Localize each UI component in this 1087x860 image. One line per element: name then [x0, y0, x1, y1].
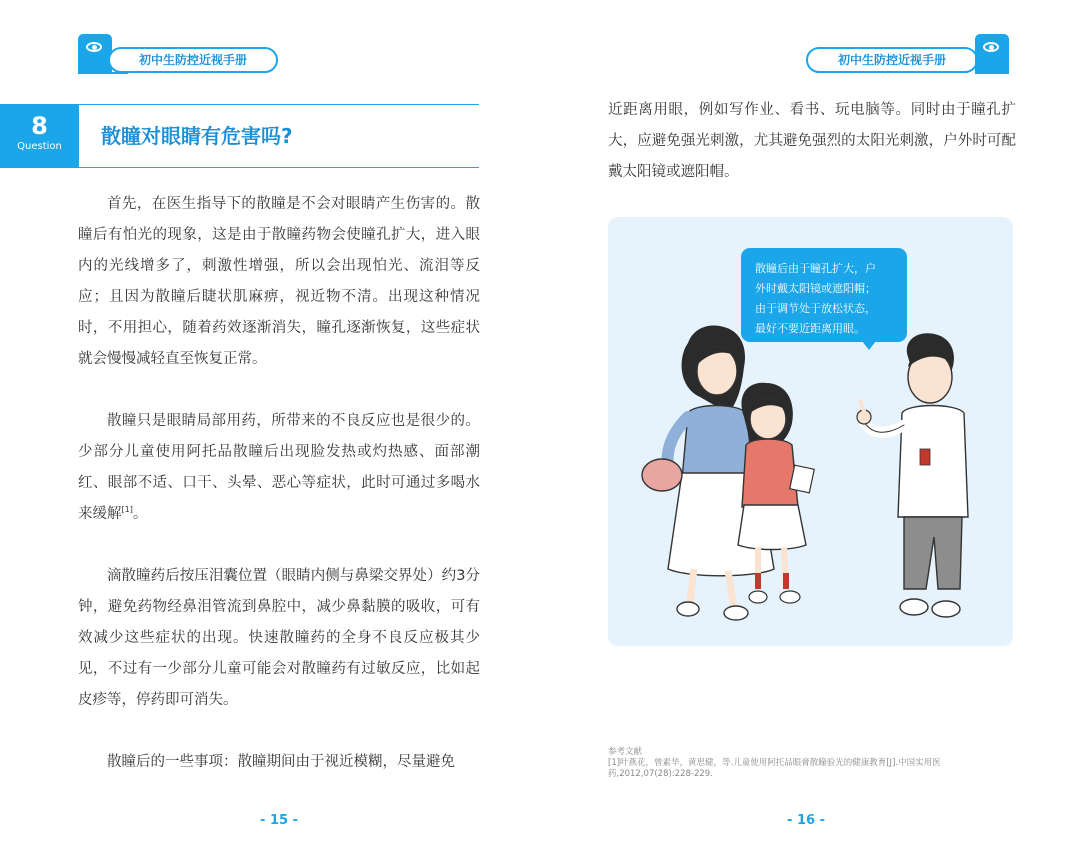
references-title: 参考文献 — [608, 747, 643, 757]
running-header-right — [608, 34, 1009, 74]
title-rule-top — [79, 104, 479, 105]
continued-paragraph: 近距离用眼，例如写作业、看书、玩电脑等。同时由于瞳孔扩大，应避免强光刺激，尤其避免强烈的太阳光刺激，户外时可配戴太阳镜或遮阳帽。 — [608, 102, 1016, 180]
doctor-figure — [857, 333, 968, 617]
paragraph-2-text: 散瞳只是眼睛局部用药，所带来的不良反应也是很少的。少部分儿童使用阿托品散瞳后出现脸发热或灼热感、面部潮红、眼部不适、口干、头晕、恶心等症状，此时可通过多喝水来缓解 — [78, 413, 480, 522]
paragraph-2-end: 。 — [132, 506, 148, 522]
running-header-left — [78, 34, 480, 74]
bubble-line-1: 散瞳后由于瞳孔扩大，户 — [755, 262, 876, 275]
page-number-left: - 15 - — [260, 813, 298, 828]
page-number-right: - 16 - — [787, 813, 825, 828]
bubble-line-3: 由于调节处于放松状态， — [755, 302, 876, 315]
paragraph-1: 首先，在医生指导下的散瞳是不会对眼睛产生伤害的。散瞳后有怕光的现象，这是由于散瞳药物会使瞳孔扩大，进入眼内的光线增多了，刺激性增强，所以会出现怕光、流泪等反应；且因为散瞳后睫状肌麻痹，视近物不清。出现这种情况时，不用担心，随着药效逐渐消失，瞳孔逐渐恢复，这些症状就会慢慢减轻直至恢复正常。 — [78, 196, 480, 367]
reference-entry: [1]叶燕花，曾素华，黄思健，等.儿童使用阿托品眼膏散瞳验光的健康教育[J].中国实用医药,2012,07(28):228-229. — [608, 758, 941, 779]
paragraph-2 — [78, 406, 480, 530]
doctor-advice-illustration — [608, 217, 1013, 646]
eye-icon — [975, 34, 1009, 74]
paragraph-4: 散瞳后的一些事项：散瞳期间由于视近模糊，尽量避免 — [107, 754, 455, 770]
paragraph-3: 滴散瞳药后按压泪囊位置（眼睛内侧与鼻梁交界处）约3分钟，避免药物经鼻泪管流到鼻腔中，减少鼻黏膜的吸收，可有效减少这些症状的出现。快速散瞳药的全身不良反应极其少见，不过有一少部分儿童可能会对散瞳药有过敏反应，比如起皮疹等，停药即可消失。 — [78, 568, 480, 708]
book-title: 初中生防控近视手册 — [806, 47, 978, 73]
book-title: 初中生防控近视手册 — [108, 47, 278, 73]
left-body-text — [78, 189, 480, 778]
bubble-line-4: 最好不要近距离用眼。 — [755, 322, 865, 335]
right-page — [544, 0, 1087, 860]
question-label: Question — [17, 141, 62, 152]
footnote-marker: [1] — [121, 505, 133, 515]
eye-icon — [78, 34, 112, 74]
question-title: 散瞳对眼睛有危害吗? — [101, 124, 293, 148]
title-rule-bottom — [79, 167, 479, 168]
question-badge — [0, 104, 79, 168]
speech-bubble-tail — [862, 341, 876, 350]
references — [608, 747, 1016, 780]
speech-bubble — [741, 248, 907, 342]
question-number: 8 — [31, 112, 48, 140]
left-page — [0, 0, 543, 860]
bubble-line-2: 外时戴太阳镜或遮阳帽； — [755, 282, 876, 295]
